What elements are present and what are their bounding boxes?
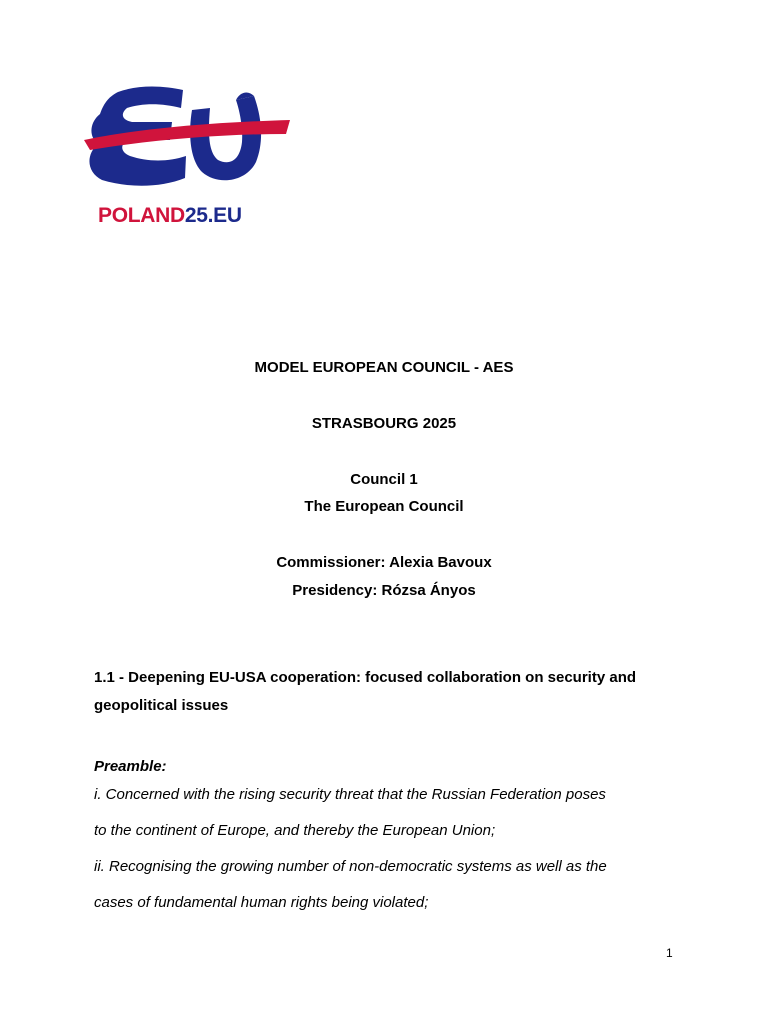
logo-wordmark-domain: 25.EU [184, 204, 242, 227]
preamble-clause-2-line-2: cases of fundamental human rights being violated; [94, 894, 429, 911]
topic-title: 1.1 - Deepening EU-USA cooperation: focused collaboration on security and geopolitical issues [94, 669, 637, 714]
document-title: MODEL EUROPEAN COUNCIL - AES [254, 359, 514, 376]
logo-wordmark-poland: POLAND [98, 204, 185, 227]
event-location: STRASBOURG 2025 [311, 415, 457, 432]
council-number: Council 1 [350, 471, 418, 488]
page-number: 1 [666, 946, 673, 960]
eu-logo [80, 82, 295, 192]
preamble-clause-1-line-2: to the continent of Europe, and thereby the European Union; [94, 822, 496, 839]
commissioner: Commissioner: Alexia Bavoux [276, 554, 492, 571]
eu-logo-mark [80, 82, 295, 192]
logo-wordmark [98, 204, 242, 228]
presidency: Presidency: Rózsa Ányos [292, 582, 476, 599]
preamble-heading: Preamble: [94, 758, 167, 775]
preamble-clause-1-line-1: i. Concerned with the rising security threat that the Russian Federation poses [94, 786, 606, 803]
council-name: The European Council [304, 498, 464, 515]
logo-letter-u [190, 96, 261, 180]
preamble-clause-2-line-1: ii. Recognising the growing number of non-democratic systems as well as the [94, 858, 607, 875]
